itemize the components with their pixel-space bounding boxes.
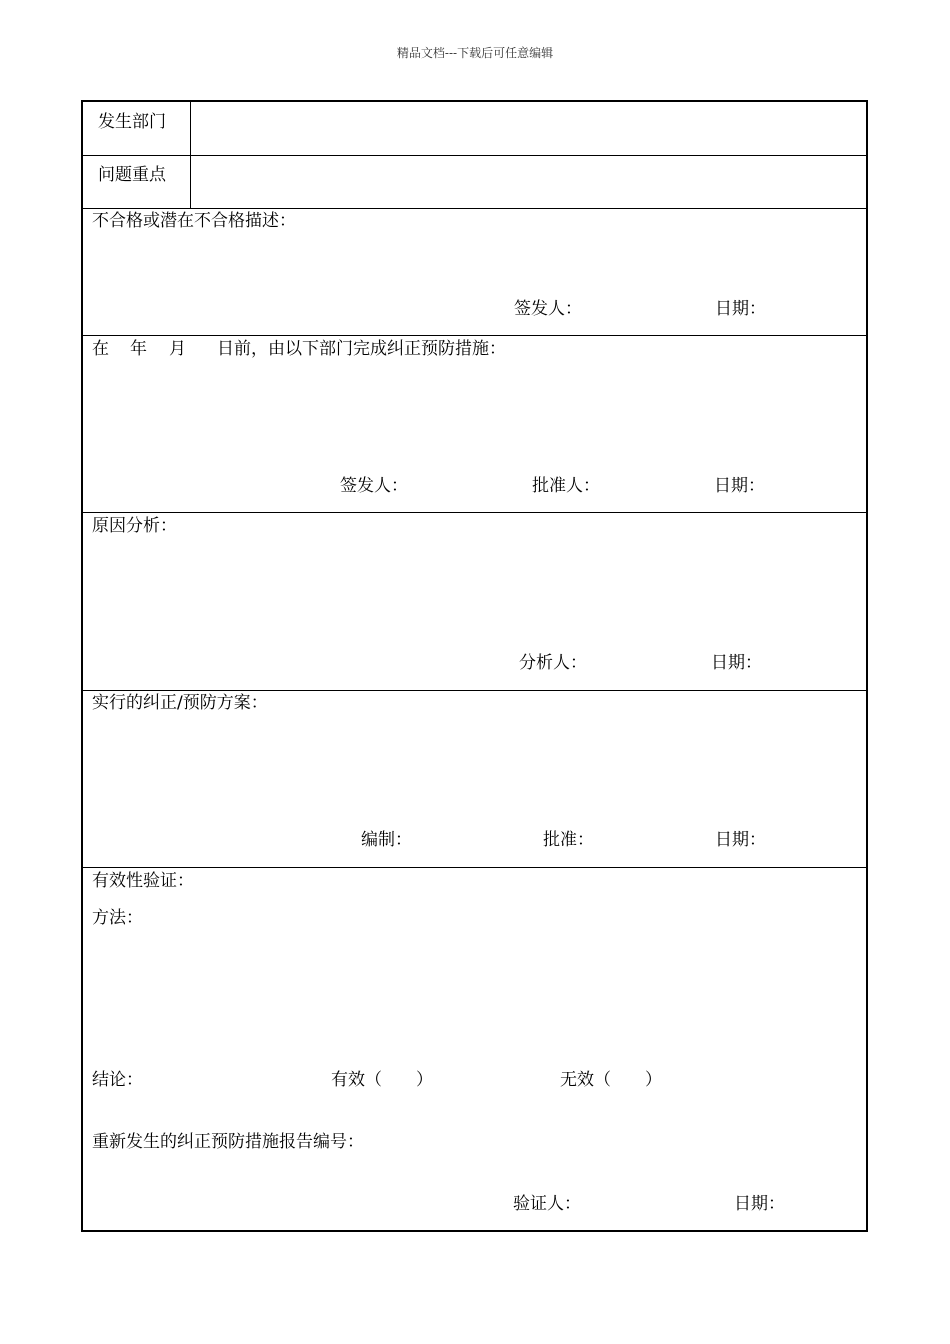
row-divider [83, 690, 866, 691]
solution-label: 实行的纠正/预防方案： [92, 693, 268, 713]
plan-deadline-text: 日前，由以下部门完成纠正预防措施： [217, 339, 506, 359]
row-divider [83, 867, 866, 868]
plan-lead: 在 [92, 339, 109, 359]
row-divider [83, 335, 866, 336]
cause-date-label: 日期： [711, 653, 762, 673]
desc-signer-label: 签发人： [514, 299, 582, 319]
corrective-action-form [81, 100, 868, 1232]
plan-signer-label: 签发人： [340, 476, 408, 496]
verify-label: 有效性验证： [92, 871, 194, 891]
cause-analyst-label: 分析人： [519, 653, 587, 673]
desc-label: 不合格或潜在不合格描述： [92, 211, 296, 231]
verify-method-label: 方法： [92, 908, 143, 928]
verify-effective-option[interactable]: 有效（ ） [331, 1070, 433, 1090]
plan-month-label: 月 [169, 339, 186, 359]
plan-year-label: 年 [130, 339, 147, 359]
cause-label: 原因分析： [92, 516, 177, 536]
verify-verifier-label: 验证人： [513, 1194, 581, 1214]
plan-approver-label: 批准人： [532, 476, 600, 496]
row-divider [83, 512, 866, 513]
issue-field[interactable] [191, 156, 866, 208]
row-divider [83, 208, 866, 209]
dept-field[interactable] [191, 102, 866, 155]
verify-date-label: 日期： [734, 1194, 785, 1214]
desc-date-label: 日期： [715, 299, 766, 319]
solution-prepared-label: 编制： [361, 830, 412, 850]
dept-label: 发生部门 [98, 112, 166, 132]
solution-date-label: 日期： [715, 830, 766, 850]
plan-date-label: 日期： [714, 476, 765, 496]
solution-approved-label: 批准： [543, 830, 594, 850]
issue-label: 问题重点 [98, 165, 166, 185]
verify-report-no-label: 重新发生的纠正预防措施报告编号： [92, 1132, 364, 1152]
verify-conclusion-label: 结论： [92, 1070, 143, 1090]
verify-ineffective-option[interactable]: 无效（ ） [560, 1070, 662, 1090]
page-header: 精品文档---下载后可任意编辑 [396, 46, 554, 60]
